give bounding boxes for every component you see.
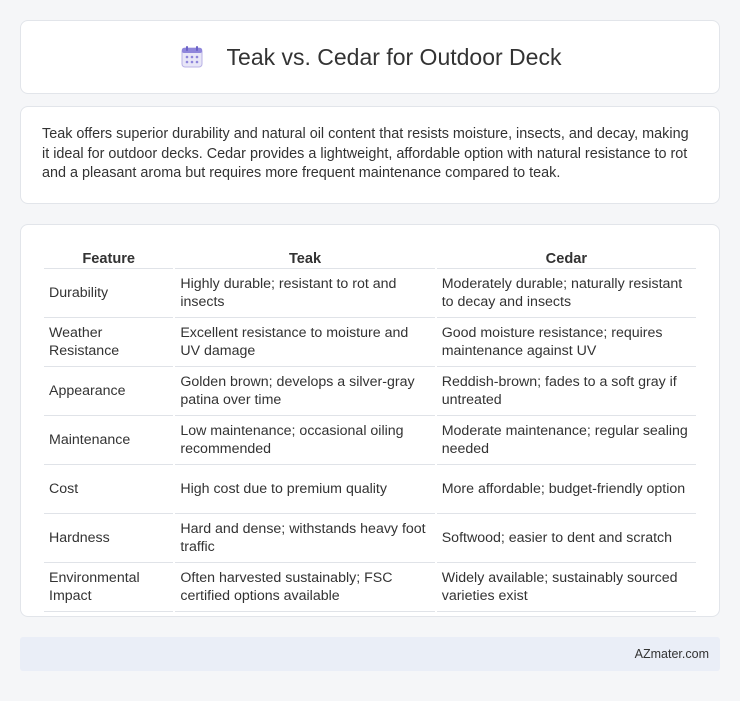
feature-cell: Cost [44, 465, 173, 514]
teak-cell: Hard and dense; withstands heavy foot traffic [175, 514, 434, 563]
table-row [44, 269, 696, 318]
table-header-row [44, 245, 696, 269]
table-row [44, 318, 696, 367]
header-feature: Feature [44, 245, 173, 269]
footer-brand[interactable]: AZmater.com [634, 647, 709, 661]
teak-cell: High cost due to premium quality [175, 465, 434, 514]
feature-cell: Weather Resistance [44, 318, 173, 367]
header-cedar: Cedar [437, 245, 696, 269]
table-row [44, 465, 696, 514]
calendar-icon [179, 44, 205, 70]
footer [20, 637, 720, 671]
feature-cell: Maintenance [44, 416, 173, 465]
teak-cell: Highly durable; resistant to rot and insects [175, 269, 434, 318]
header-teak: Teak [175, 245, 434, 269]
title-card [20, 20, 720, 94]
cedar-cell: Softwood; easier to dent and scratch [437, 514, 696, 563]
teak-cell: Low maintenance; occasional oiling recommended [175, 416, 434, 465]
table-row [44, 367, 696, 416]
page-title: Teak vs. Cedar for Outdoor Deck [226, 43, 562, 70]
table-row [44, 563, 696, 612]
teak-cell: Golden brown; develops a silver-gray patina over time [175, 367, 434, 416]
summary-text: Teak offers superior durability and natural oil content that resists moisture, insects, and decay, making it ideal for outdoor decks. Cedar provides a lightweight, affordable option with natural resistance to rot and a pleasant aroma but requires more frequent maintenance compared to teak. [42, 126, 689, 181]
cedar-cell: Moderately durable; naturally resistant to decay and insects [437, 269, 696, 318]
table-row [44, 514, 696, 563]
feature-cell: Durability [44, 269, 173, 318]
teak-cell: Excellent resistance to moisture and UV damage [175, 318, 434, 367]
feature-cell: Appearance [44, 367, 173, 416]
cedar-cell: More affordable; budget-friendly option [437, 465, 696, 514]
feature-cell: Environmental Impact [44, 563, 173, 612]
comparison-table [42, 245, 698, 612]
cedar-cell: Good moisture resistance; requires maintenance against UV [437, 318, 696, 367]
table-row [44, 416, 696, 465]
summary-card [20, 106, 720, 204]
cedar-cell: Moderate maintenance; regular sealing needed [437, 416, 696, 465]
cedar-cell: Reddish-brown; fades to a soft gray if untreated [437, 367, 696, 416]
cedar-cell: Widely available; sustainably sourced varieties exist [437, 563, 696, 612]
teak-cell: Often harvested sustainably; FSC certified options available [175, 563, 434, 612]
comparison-card [20, 224, 720, 617]
feature-cell: Hardness [44, 514, 173, 563]
